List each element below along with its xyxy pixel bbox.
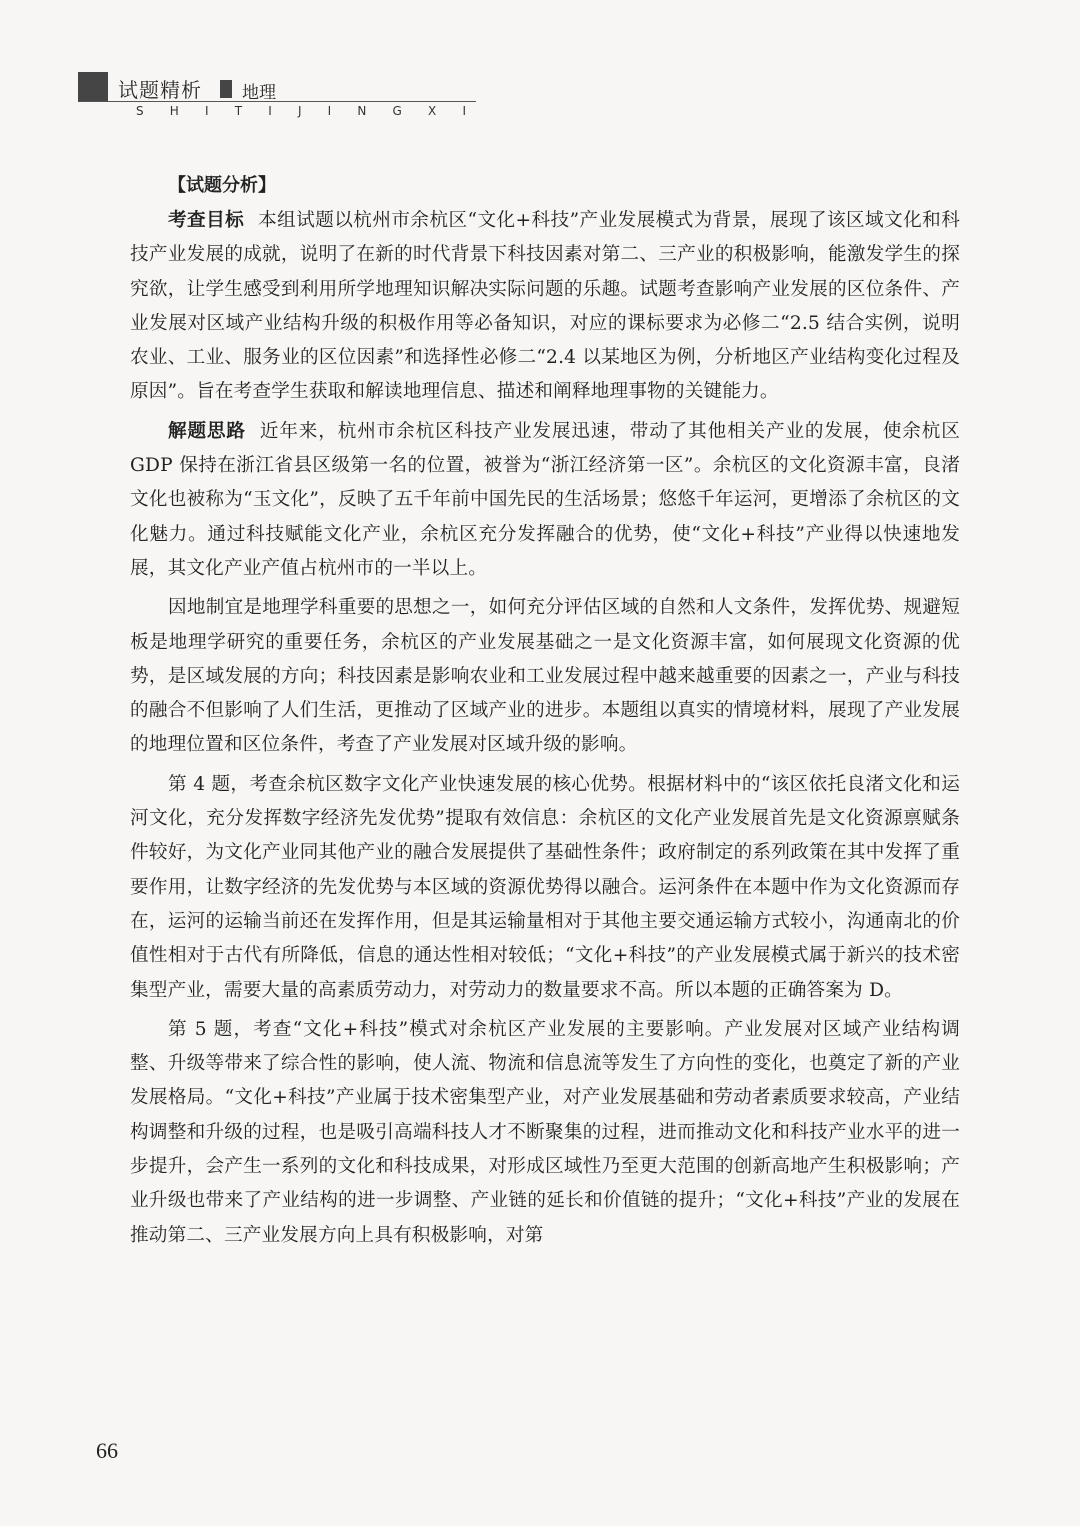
paragraph-text: 第 5 题，考查“文化+科技”模式对余杭区产业发展的主要影响。产业发展对区域产业结构调整、升级等带来了综合性的影响，使人流、物流和信息流等发生了方向性的变化，也奠定了新的产业发展格局。“文化+科技”产业属于技术密集型产业，对产业发展基础和劳动者素质要求较高，产业结构调整和升级的过程，也是吸引高端科技人才不断聚集的过程，进而推动文化和科技产业水平的进一步提升，会产生一系列的文化和科技成果，对形成区域性乃至更大范围的创新高地产生积极影响；产业升级也带来了产业结构的进一步调整、产业链的延长和价值链的提升；“文化+科技”产业的发展在推动第二、三产业发展方向上具有积极影响，对第 [130, 1018, 960, 1246]
paragraph-lead: 解题思路 [168, 420, 246, 442]
paragraph-question-4 [130, 768, 960, 1008]
pinyin-letter: S [136, 104, 144, 118]
pinyin-letter: I [205, 104, 209, 118]
paragraph-question-5 [130, 1013, 960, 1253]
paragraph-text: 近年来，杭州市余杭区科技产业发展迅速，带动了其他相关产业的发展，使余杭区 GDP 保持在浙江省县区级第一名的位置，被誉为“浙江经济第一区”。余杭区的文化资源丰富，良渚文化也被称为“玉文化”，反映了五千年前中国先民的生活场景；悠悠千年运河，更增添了余杭区的文化魅力。通过科技赋能文化产业，余杭区充分发挥融合的优势，使“文化+科技”产业得以快速地发展，其文化产业产值占杭州市的一半以上。 [130, 420, 960, 579]
header-pinyin [136, 104, 466, 118]
page-number: 66 [96, 1438, 118, 1463]
pinyin-letter: J [297, 104, 302, 118]
paragraph-text: 因地制宜是地理学科重要的思想之一，如何充分评估区域的自然和人文条件，发挥优势、规避短板是地理学研究的重要任务，余杭区的产业发展基础之一是文化资源丰富，如何展现文化资源的优势，是区域发展的方向；科技因素是影响农业和工业发展过程中越来越重要的因素之一，产业与科技的融合不但影响了人们生活，更推动了区域产业的进步。本题组以真实的情境材料，展现了产业发展的地理位置和区位条件，考查了产业发展对区域升级的影响。 [130, 597, 960, 756]
pinyin-letter: X [428, 104, 437, 118]
header-title: 试题精析 [118, 78, 202, 102]
paragraph-local-conditions [130, 591, 960, 762]
pinyin-letter: H [169, 104, 179, 118]
header-subject: 地理 [242, 83, 276, 103]
paragraph-exam-objective [130, 204, 960, 410]
header-subject-mark [220, 80, 232, 98]
paragraph-text: 本组试题以杭州市余杭区“文化+科技”产业发展模式为背景，展现了该区域文化和科技产业发展的成就，说明了在新的时代背景下科技因素对第二、三产业的积极影响，能激发学生的探究欲，让学生感受到利用所学地理知识解决实际问题的乐趣。试题考查影响产业发展的区位条件、产业发展对区域产业结构升级的积极作用等必备知识，对应的课标要求为必修二“2.5 结合实例，说明农业、工业、服务业的区位因素”和选择性必修二“2.4 以某地区为例，分析地区产业结构变化过程及原因”。旨在考查学生获取和解读地理信息、描述和阐释地理事物的关键能力。 [130, 210, 960, 403]
header-block-mark [78, 72, 108, 102]
article-body [130, 168, 960, 1253]
section-title: 【试题分析】 [168, 175, 276, 196]
pinyin-letter: T [234, 104, 243, 118]
pinyin-letter: N [357, 104, 367, 118]
paragraph-text: 第 4 题，考查余杭区数字文化产业快速发展的核心优势。根据材料中的“该区依托良渚文化和运河文化，充分发挥数字经济先发优势”提取有效信息：余杭区的文化产业发展首先是文化资源禀赋条件较好，为文化产业同其他产业的融合发展提供了基础性条件；政府制定的系列政策在其中发挥了重要作用，让数字经济的先发优势与本区域的资源优势得以融合。运河条件在本题中作为文化资源而存在，运河的运输当前还在发挥作用，但是其运输量相对于其他主要交通运输方式较小，沟通南北的价值性相对于古代有所降低，信息的通达性相对较低；“文化+科技”的产业发展模式属于新兴的技术密集型产业，需要大量的高素质劳动力，对劳动力的数量要求不高。所以本题的正确答案为 D。 [130, 773, 960, 1001]
pinyin-letter: I [462, 104, 466, 118]
pinyin-letter: I [327, 104, 332, 118]
paragraph-solution-approach [130, 415, 960, 586]
pinyin-letter: I [268, 104, 272, 118]
header-rule [78, 101, 476, 102]
paragraph-lead: 考查目标 [168, 210, 245, 231]
pinyin-letter: G [392, 104, 402, 118]
